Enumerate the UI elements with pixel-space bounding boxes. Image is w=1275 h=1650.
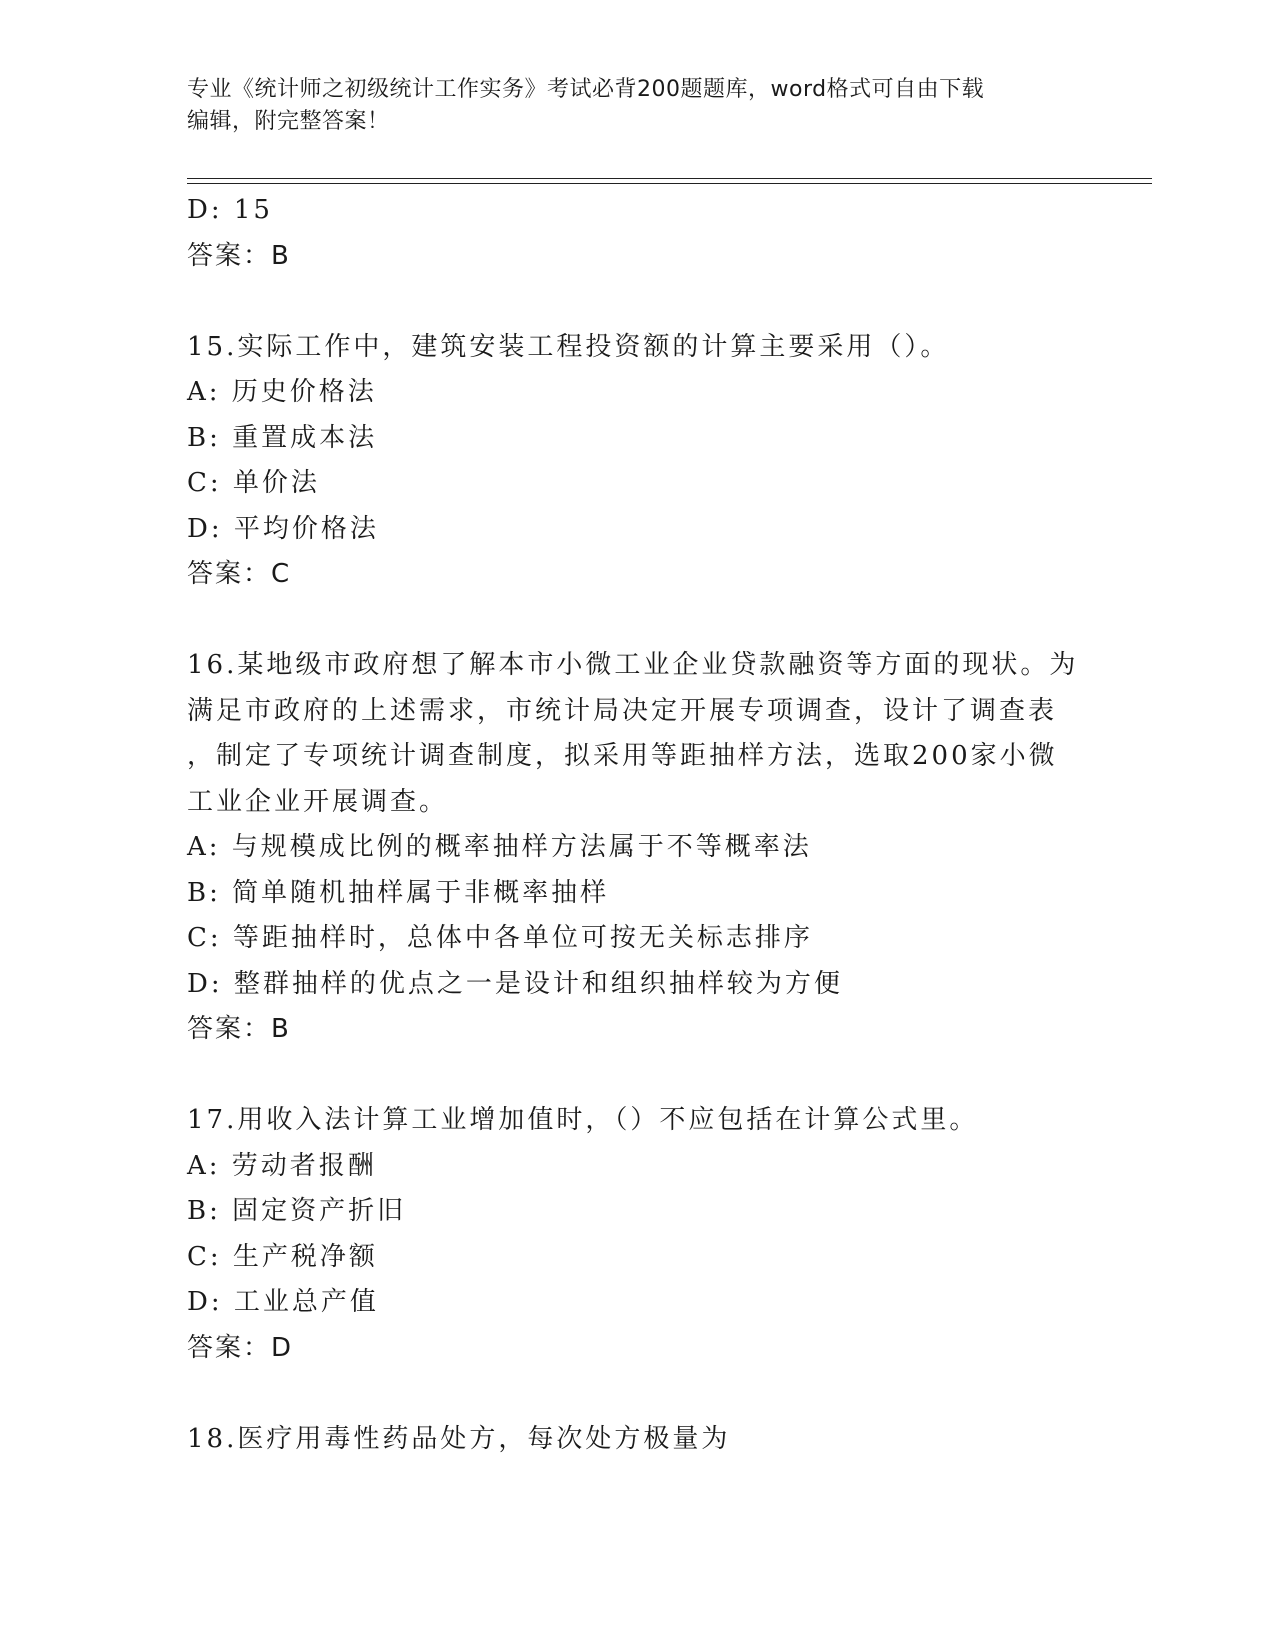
- answer-line: 答案：B: [187, 1014, 291, 1044]
- text-line: 工业企业开展调查。: [187, 786, 449, 817]
- text-line: D: 平均价格法: [187, 513, 379, 544]
- text-line: A: 历史价格法: [187, 377, 377, 407]
- text-line: C: 生产税净额: [187, 1241, 378, 1272]
- text-line: 16.某地级市政府想了解本市小微工业企业贷款融资等方面的现状。为: [187, 650, 1079, 680]
- header-rule-top: [187, 178, 1152, 179]
- blank-line: [187, 598, 1087, 644]
- text-line: C: 单价法: [187, 468, 320, 498]
- blank-line: [187, 1371, 1087, 1417]
- text-line: C: 等距抽样时，总体中各单位可按无关标志排序: [187, 923, 813, 953]
- text-line: A: 劳动者报酬: [187, 1150, 377, 1181]
- text-line: B: 简单随机抽样属于非概率抽样: [187, 877, 610, 908]
- answer-line: 答案：B: [187, 240, 291, 271]
- blank-line: [187, 279, 1087, 325]
- text-line: D: 15: [187, 195, 273, 225]
- text-line: 15.实际工作中，建筑安装工程投资额的计算主要采用（）。: [187, 331, 950, 362]
- text-line: D: 整群抽样的优点之一是设计和组织抽样较为方便: [187, 968, 843, 999]
- answer-line: 答案：C: [187, 559, 292, 589]
- page-header: [187, 74, 1067, 138]
- answer-line: 答案：D: [187, 1332, 294, 1363]
- text-line: ，制定了专项统计调查制度，拟采用等距抽样方法，选取200家小微: [187, 741, 1058, 771]
- text-line: 17.用收入法计算工业增加值时，（）不应包括在计算公式里。: [187, 1105, 979, 1135]
- blank-line: [187, 1053, 1087, 1099]
- text-line: D: 工业总产值: [187, 1287, 379, 1317]
- header-rule-bottom: [187, 183, 1152, 184]
- text-line: 满足市政府的上述需求，市统计局决定开展专项调查，设计了调查表: [187, 695, 1058, 726]
- text-line: A: 与规模成比例的概率抽样方法属于不等概率法: [187, 832, 812, 862]
- header-line-2: 编辑，附完整答案！: [187, 109, 390, 134]
- question-content: [187, 188, 1087, 1462]
- text-line: B: 重置成本法: [187, 422, 378, 453]
- text-line: B: 固定资产折旧: [187, 1196, 407, 1226]
- text-line: 18.医疗用毒性药品处方，每次处方极量为: [187, 1423, 731, 1454]
- header-line-1: 专业《统计师之初级统计工作实务》考试必背200题题库，word格式可自由下载: [187, 77, 985, 102]
